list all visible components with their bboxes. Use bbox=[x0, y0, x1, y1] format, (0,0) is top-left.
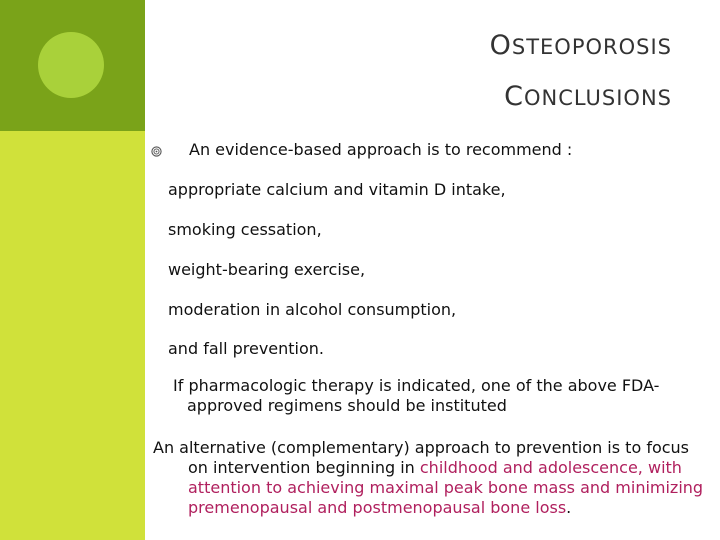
list-item: appropriate calcium and vitamin D intake, bbox=[168, 180, 506, 199]
intro-text: An evidence-based approach is to recommend : bbox=[189, 140, 573, 159]
slide-title bbox=[490, 22, 672, 124]
title-line-1: OSTEOPOROSIS bbox=[489, 30, 672, 61]
list-item: moderation in alcohol consumption, bbox=[168, 300, 457, 319]
list-item: and fall prevention. bbox=[168, 339, 325, 358]
slide-content bbox=[145, 131, 720, 540]
list-item: weight-bearing exercise, bbox=[168, 260, 366, 279]
left-band-bottom bbox=[0, 131, 145, 540]
therapy-paragraph: If pharmacologic therapy is indicated, one of the above FDA- approved regimens should be instituted bbox=[173, 376, 660, 415]
list-item: smoking cessation, bbox=[168, 220, 322, 239]
target-bullet-icon bbox=[151, 146, 162, 157]
title-bar bbox=[145, 0, 720, 131]
decorative-circle bbox=[38, 32, 104, 98]
alternative-paragraph: An alternative (complementary) approach to prevention is to focus on intervention beginning in childhood and adolescence, with attention to achieving maximal peak bone mass and minimizing premenopausal and postmenopausal bone loss. bbox=[153, 438, 704, 517]
title-line-2: CONCLUSIONS bbox=[504, 81, 672, 112]
